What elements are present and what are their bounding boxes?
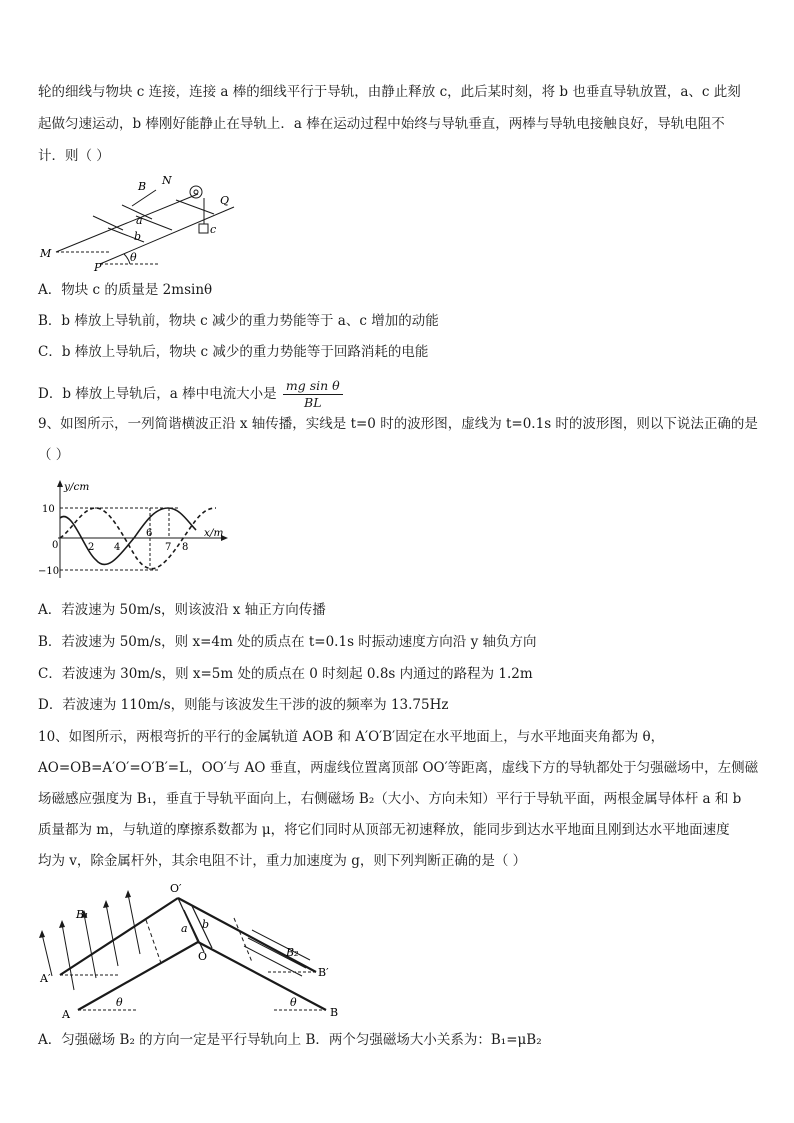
q10-stem-line-1: 10、如图所示，两根弯折的平行的金属轨道 AOB 和 A′O′B′固定在水平地面上，与水平地面夹角都为 θ， xyxy=(38,729,665,745)
q9-stem-line-2: （ ） xyxy=(38,447,70,463)
q9-option-D: D．若波速为 110m/s，则能与该波发生干涉的波的频率为 13.75Hz xyxy=(38,697,449,713)
q8-figure-inclined-rails xyxy=(38,172,238,272)
q8-label-M: M xyxy=(40,247,52,260)
q10-label-B2: B₂ xyxy=(286,946,299,959)
q10-label-a: a xyxy=(181,922,188,935)
q10-label-B-prime: B′ xyxy=(318,966,329,979)
q10-stem-line-3: 场磁感应强度为 B₁，垂直于导轨平面向上，右侧磁场 B₂（大小、方向未知）平行于导轨平面，两根金属导体杆 a 和 b xyxy=(38,791,742,807)
q8-label-c: c xyxy=(210,223,217,236)
q8-stem-line-1: 轮的细线与物块 c 连接，连接 a 棒的细线平行于导轨，由静止释放 c，此后某时刻，将 b 也垂直导轨放置，a、c 此刻 xyxy=(38,84,741,100)
q8-label-N: N xyxy=(162,174,172,187)
q8-stem-line-3: 计．则（ ） xyxy=(38,148,110,164)
q10-stem-line-2: AO=OB=A′O′=O′B′=L，OO′与 AO 垂直，两虚线位置离顶部 OO′等距离，虚线下方的导轨都处于匀强磁场中，左侧磁 xyxy=(38,760,759,776)
q10-label-O-prime: O′ xyxy=(170,882,182,895)
q10-label-A: A xyxy=(62,1008,70,1020)
q10-label-A-prime: A′ xyxy=(40,972,51,985)
q8-option-C: C．b 棒放上导轨后，物块 c 减少的重力势能等于回路消耗的电能 xyxy=(38,344,429,360)
q8-option-D xyxy=(38,378,343,411)
q8-option-A: A．物块 c 的质量是 2msinθ xyxy=(38,282,213,298)
q8-option-D-fraction xyxy=(283,378,343,411)
q8-option-B: B．b 棒放上导轨前，物块 c 减少的重力势能等于 a、c 增加的动能 xyxy=(38,313,439,329)
q8-label-b: b xyxy=(134,230,142,243)
q10-stem-line-5: 均为 v，除金属杆外，其余电阻不计，重力加速度为 g，则下列判断正确的是（ ） xyxy=(38,853,527,869)
q10-stem-line-4: 质量都为 m，与轨道的摩擦系数都为 μ，将它们同时从顶部无初速释放，能同步到达水平地面且刚到达水平地面速度 xyxy=(38,822,730,838)
q9-option-B: B．若波速为 50m/s，则 x=4m 处的质点在 t=0.1s 时振动速度方向沿 y 轴负方向 xyxy=(38,634,537,650)
q9-x-tick-6: 6 xyxy=(146,528,153,539)
q9-y-axis-label: y/cm xyxy=(64,481,90,493)
q10-figure-bent-rails xyxy=(38,880,358,1020)
q9-option-A: A．若波速为 50m/s，则该波沿 x 轴正方向传播 xyxy=(38,602,326,618)
q10-label-B: B xyxy=(330,1006,339,1019)
q9-x-tick-8: 8 xyxy=(182,542,189,553)
q10-label-O: O xyxy=(198,950,208,963)
q9-wave-chart xyxy=(38,478,230,586)
q8-label-P: P xyxy=(94,261,102,272)
q8-label-a: a xyxy=(136,214,143,227)
q9-option-C: C．若波速为 30m/s，则 x=5m 处的质点在 0 时刻起 0.8s 内通过的路程为 1.2m xyxy=(38,666,533,682)
q10-label-B1: B₁ xyxy=(76,908,89,921)
q10-options-line: A．匀强磁场 B₂ 的方向一定是平行导轨向上 B．两个匀强磁场大小关系为：B₁=μB₂ xyxy=(38,1032,542,1048)
q8-option-D-numerator: mg sin θ xyxy=(283,378,343,395)
q8-label-Q: Q xyxy=(220,194,230,207)
q9-x-tick-7: 7 xyxy=(165,542,172,553)
q8-label-B: B xyxy=(138,180,147,193)
q8-option-D-denominator: BL xyxy=(304,395,322,410)
q9-stem-line-1: 9、如图所示，一列简谐横波正沿 x 轴传播，实线是 t=0 时的波形图，虚线为 t=0.1s 时的波形图，则以下说法正确的是 xyxy=(38,416,758,432)
q9-y-tick-10: 10 xyxy=(42,504,55,515)
q8-stem-line-2: 起做匀速运动，b 棒刚好能静止在导轨上．a 棒在运动过程中始终与导轨垂直，两棒与导轨电接触良好，导轨电阻不 xyxy=(38,116,725,132)
q8-option-D-text: D．b 棒放上导轨后，a 棒中电流大小是 xyxy=(38,386,277,402)
q10-label-theta-right: θ xyxy=(290,996,297,1009)
q9-x-tick-2: 2 xyxy=(88,542,95,553)
q9-origin-label: 0 xyxy=(52,540,59,551)
q10-label-theta-left: θ xyxy=(116,996,123,1009)
q10-label-b: b xyxy=(202,918,210,931)
q9-x-axis-label: x/m xyxy=(204,527,224,539)
q8-label-theta: θ xyxy=(130,251,137,264)
q9-x-tick-4: 4 xyxy=(114,542,121,553)
q9-y-tick-neg10: −10 xyxy=(38,566,60,577)
